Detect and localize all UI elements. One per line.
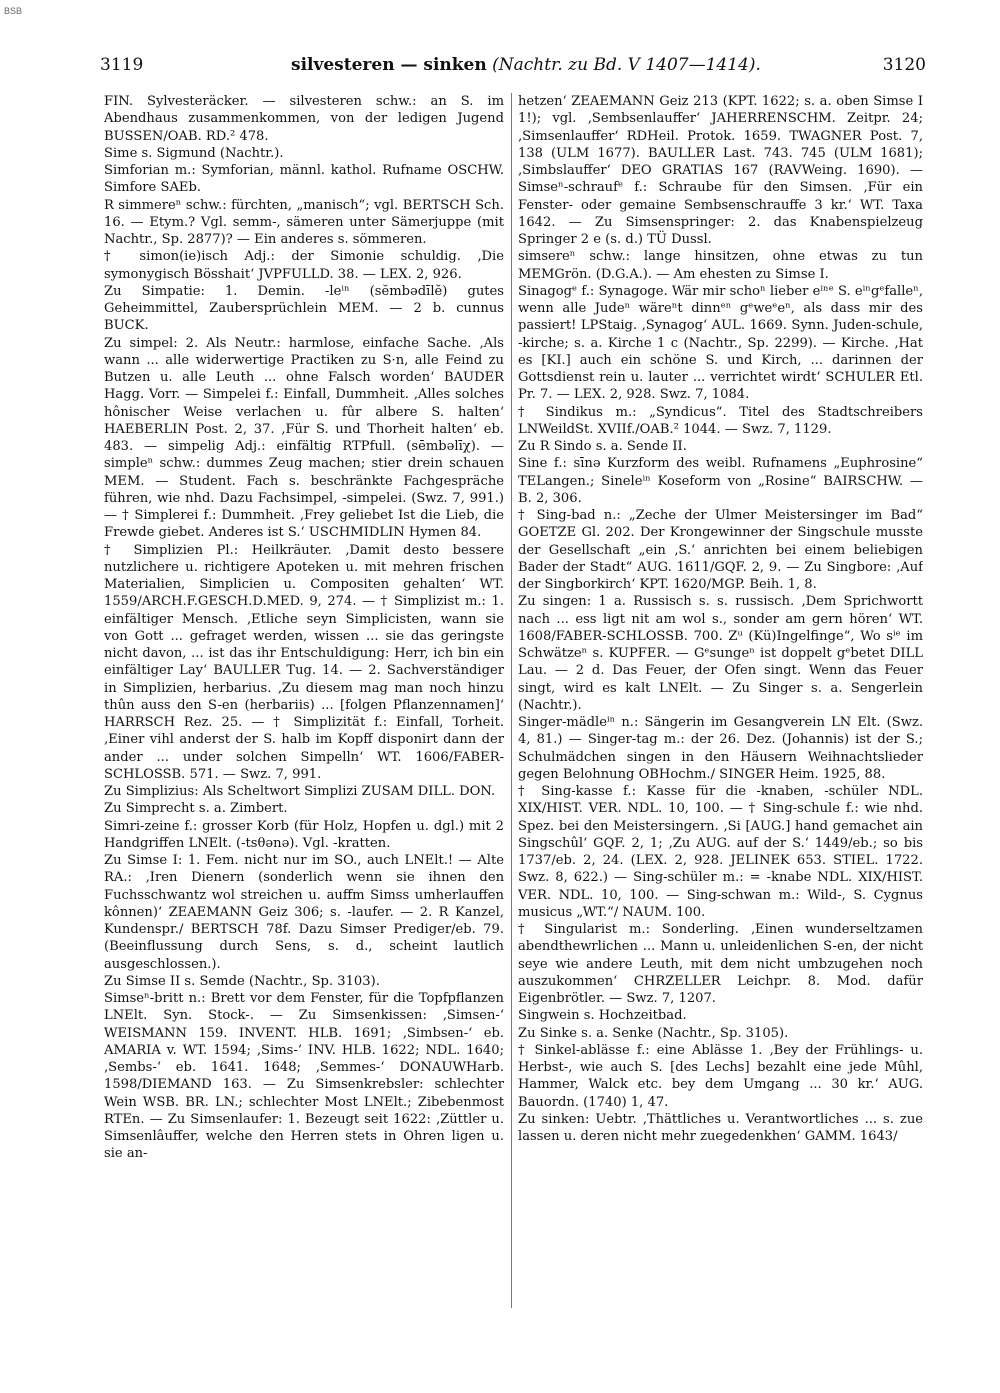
entry: Zu Simse II s. Semde (Nachtr., Sp. 3103). [104,973,380,989]
entry: Sinagogᵉ f.: Synagoge. Wär mir schoⁿ lieber eⁱⁿᵉ S. eⁱⁿgᵉfalleⁿ, wenn alle Judeⁿ wäreⁿt dinnᵉⁿ gᵉweᵉeⁿ, als dass mir des passiert! LPStaig. ‚Synagog‘ AUL. 1669. Synn. Juden-schule, -kirche; s. a. Kirche 1 c (Nachtr., Sp. 2299). — Kirche. ‚Hat es [KI.] auch ein schöne S. und Kirch, ... darinnen der Gottsdienst rein u. lauter ... verrichtet wirdt‘ SCHULER Etl. Pr. 7. — LEX. 2, 928. Swz. 7, 1084. [518,283,923,403]
entry: † Sinkel-ablässe f.: eine Ablässe 1. ‚Bey der Frühlings- u. Herbst-, wie auch S. [des Lechs] bezahlt eine jede Mûhl, Hammer, Walck etc. bey dem Umgang ... 30 kr.‘ AUG. Bauordn. (1740) 1, 47. [518,1042,923,1110]
entry: Simri-zeine f.: grosser Korb (für Holz, Hopfen u. dgl.) mit 2 Handgriffen LNElt. (-tsθənə). Vgl. -kratten. [104,818,504,851]
entry: † Sing-kasse f.: Kasse für die -knaben, -schüler NDL. XIX/HIST. VER. NDL. 10, 100. — † Sing-schule f.: wie nhd. Spez. bei den Meistersingern. ‚Si [AUG.] hand gemachet ain Singschûl‘ GQF. 2, 1; ‚Zu AUG. auf der S.‘ 1449/eb.; so bis 1737/eb. 2, 24. (LEX. 2, 928. JELINEK 653. STIEL. 1722. Swz. 8, 622.) — Sing-schüler m.: = -knabe NDL. XIX/HIST. VER. NDL. 10, 100. — Sing-schwan m.: Wild-, S. Cygnus musicus „WT.“/ NAUM. 100. [518,784,923,920]
entry: Zu Simprecht s. a. Zimbert. [104,801,288,817]
column-divider [511,93,512,1308]
entry: † simon(ie)isch Adj.: der Simonie schuldig. ‚Die symonygisch Bösshait‘ JVPFULLD. 38. — LEX. 2, 926. [104,249,504,282]
entry: Zu Simplizius: Als Scheltwort Simplizi ZUSAM DILL. DON. [104,784,496,799]
entry: † Simplizien Pl.: Heilkräuter. ‚Damit desto bessere nutzlichere u. richtigere Apoteken u. mit mehren frischen Materialien, Simplicien u. Compositen gehalten‘ WT. 1559/ARCH.F.GESCH.D.MED. 9, 274. — † Simplizist m.: 1. einfältiger Mensch. ‚Etliche seyn Simplicisten, wann sie von Gott ... gefraget werden, wissen ... sie das geringste nicht davon, ... ist das ihr Entschuldigung: Herr, ich bin ein einfältiger Lay‘ BAULLER Tug. 14. — 2. Sachverständiger in Simplizien, herbarius. ‚Zu diesem mag man noch hinzu thûn auss den S-en (herbariis) ... [folgen Pflanzennamen]‘ HARRSCH Rez. 25. — † Simplizität f.: Einfall, Torheit. ‚Einer vihl anderst der S. halb im Kopff disponirt dann der ander ... under solchen Simpelln‘ WT. 1606/FABER-SCHLOSSB. 571. — Swz. 7, 991. [104,542,504,782]
entry: Zu sinken: Uebtr. ‚Thättliches u. Verantwortliches ... s. zue lassen u. deren nicht mehr zuegedenkhen‘ GAMM. 1643/ [518,1111,923,1144]
library-stamp: BSB [4,6,23,16]
running-title [291,52,761,78]
entry: Singwein s. Hochzeitbad. [518,1008,687,1024]
entry: Sine f.: sīnə Kurzform des weibl. Rufnamens „Euphrosine“ TELangen.; Sineleⁱⁿ Koseform von „Rosine“ BAIRSCHW. — B. 2, 306. [518,456,923,506]
headword-range: silvesteren — sinken [291,55,487,75]
page-header [100,52,926,78]
entry: † Sing-bad n.: „Zeche der Ulmer Meistersinger im Bad“ GOETZE Gl. 202. Der Krongewinner der Singschule musste der Gesellschaft „ein ‚S.‘ anrichten bei einem beliebigen Bader der Stadt“ AUG. 1611/GQF. 2, 9. — Zu Singbore: ‚Auf der Singborkirch‘ KPT. 1620/MGP. Beih. 1, 8. [518,508,923,592]
page-number-left: 3119 [100,55,144,75]
entry: simsereⁿ schw.: lange hinsitzen, ohne etwas zu tun MEMGrön. (D.G.A.). — Am ehesten zu Simse I. [518,249,923,282]
entry: FIN. Sylvesteräcker. — silvesteren schw.: an S. im Abendhaus zusammenkommen, von der ledigen Jugend BUSSEN/OAB. RD.² 478. [104,94,504,144]
entry: Simseⁿ-britt n.: Brett vor dem Fenster, für die Topfpflanzen LNElt. Syn. Stock-. — Zu Simsenkissen: ‚Simsen-‘ WEISMANN 159. INVENT. HLB. 1691; ‚Simbsen-‘ eb. AMARIA v. WT. 1594; ‚Sims-‘ INV. HLB. 1622; NDL. 1640; ‚Sembs-‘ eb. 1641. 1648; ‚Semmes-‘ DONAUWHarb. 1598/DIEMAND 163. — Zu Simsenkrebsler: schlechter Wein WSB. BR. LN.; schlechter Most LNElt.; Zibebenmost RTEn. — Zu Simsenlaufer: 1. Bezeugt seit 1622: ‚Züttler u. Simsenlâuffer, welche den Herren stets in Ohren ligen u. sie an- [104,991,504,1162]
entry: Zu Sinke s. a. Senke (Nachtr., Sp. 3105). [518,1025,789,1041]
left-column [104,93,504,1323]
entry: † Sindikus m.: „Syndicus“. Titel des Stadtschreibers LNWeildSt. XVIIf./OAB.² 1044. — Swz. 7, 1129. [518,404,923,437]
entry: R simmereⁿ schw.: fürchten, „manisch“; vgl. BERTSCH Sch. 16. — Etym.? Vgl. semm-, sämeren unter Sämerjuppe (mit Nachtr., Sp. 2877)? — Ein anderes s. sömmeren. [104,197,504,247]
entry: Simforian m.: Symforian, männl. kathol. Rufname OSCHW. Simfore SAEb. [104,163,504,196]
page-number-right: 3120 [882,55,926,75]
entry: Zu singen: 1 a. Russisch s. s. russisch. ‚Dem Sprichwortt nach ... ess ligt nit am wol s., sonder am gern hören‘ WT. 1608/FABER-SCHLOSSB. 700. Zᵘ (Kü)Ingelfinge“, Wo sⁱᵉ im Schwätzeⁿ s. KUPFER. — Gᵉsungeⁿ ist doppelt gᵉbetet DILL Lau. — 2 d. Das Feuer, der Ofen singt. Wenn das Feuer singt, wird es kalt LNElt. — Zu Singer s. a. Sengerlein (Nachtr.). [518,594,923,713]
entry: Zu R Sindo s. a. Sende II. [518,439,687,454]
right-column [518,93,923,1323]
entry: Zu Simse I: 1. Fem. nicht nur im SO., auch LNElt.! — Alte RA.: ‚Iren Dienern (sonderlich wenn sie ihnen den Fuchsschwantz wol streichen u. auffm Simss umherlauffen kônnen)‘ ZEAEMANN Geiz 306; s. -laufer. — 2. R Kanzel, Kundenspr./ BERTSCH 78f. Dazu Simser Prediger/eb. 79. (Beeinflussung durch Sens, s. d., scheint lautlich ausgeschlossen.). [104,853,504,972]
entry: Zu simpel: 2. Als Neutr.: harmlose, einfache Sache. ‚Als wann ... alle widerwertige Practiken zu S·n, alle Feind zu Butzen u. alle Leuth ... ohne Falsch worden‘ BAUDER Hagg. Vorr. — Simpelei f.: Einfall, Dummheit. ‚Alles solches hônischer Weise verlachen u. fûr albere S. halten‘ HAEBERLIN Post. 2, 37. ‚Für S. und Thorheit halten‘ eb. 483. — simpelig Adj.: einfältig RTPfull. (sēmbəlīχ). — simpleⁿ schw.: dummes Zeug machen; stier drein schauen MEM. — Student. Fach s. beschränkte Fachgespräche führen, wie nhd. Dazu Fachsimpel, -simpelei. (Swz. 7, 991.) — † Simplerei f.: Dummheit. ‚Frey geliebet Ist die Lieb, die Frewde giebet. Anderes ist S.‘ USCHMIDLIN Hymen 84. [104,335,504,541]
entry: Sime s. Sigmund (Nachtr.). [104,145,284,161]
entry: Zu Simpatie: 1. Demin. -leⁱⁿ (sĕmbədīlĕ) gutes Geheimmittel, Zaubersprüchlein MEM. — 2 b. cunnus BUCK. [104,283,504,334]
entry: hetzen‘ ZEAEMANN Geiz 213 (KPT. 1622; s. a. oben Simse I 1!); vgl. ‚Sembsenlauffer‘ JAHERRENSCHM. Zeitpr. 24; ‚Simsenlauffer‘ RDHeil. Protok. 1659. TWAGNER Post. 7, 138 (ULM 1677). BAULLER Last. 743. 745 (ULM 1681); ‚Simbslauffer‘ DEO GRATIAS 167 (RAVWeing. 1690). — Simseⁿ-schraufᵉ f.: Schraube für den Simsen. ‚Für ein Fenster- oder gemaine Sembsenschrauffe 3 kr.‘ WT. Taxa 1642. — Zu Simsenspringer: 2. das Knabenspielzeug Springer 2 e (s. d.) TÜ Dussl. [518,94,923,247]
entry: † Singularist m.: Sonderling. ‚Einen wunderseltzamen abendthewrlichen ... Mann u. unleidenlichen S-en, der nicht seye wie andere Leuth, mit dem nicht umbzugehen noch auszukommen‘ CHRZELLER Leichpr. 8. Mod. dafür Eigenbrötler. — Swz. 7, 1207. [518,922,923,1006]
volume-reference: (Nachtr. zu Bd. V 1407—1414). [492,55,761,75]
entry: Singer-mädleⁱⁿ n.: Sängerin im Gesangverein LN Elt. (Swz. 4, 81.) — Singer-tag m.: der 26. Dez. (Johannis) ist der S.; Schulmädchen singen in den Häusern Weihnachtslieder gegen Belohnung OBHochm./ SINGER Heim. 1925, 88. [518,715,923,782]
